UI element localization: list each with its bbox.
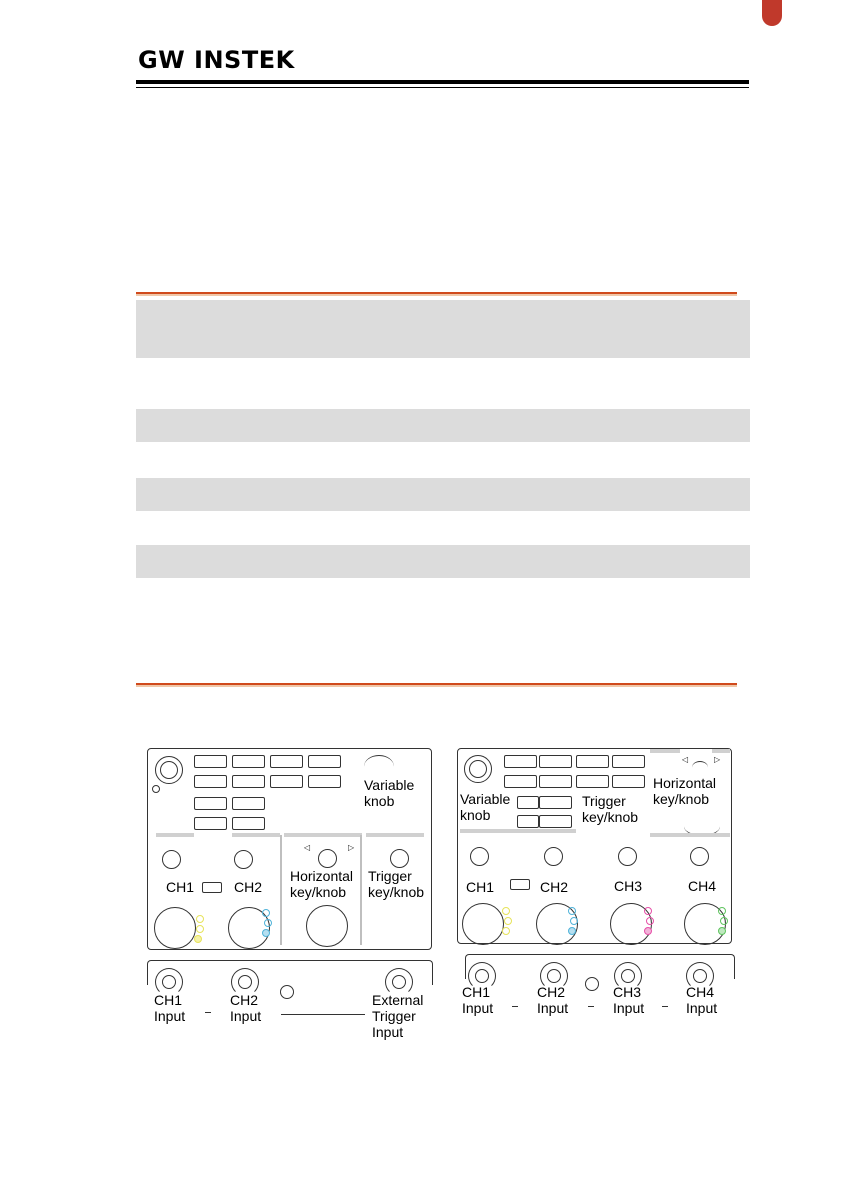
section-strip	[284, 833, 362, 837]
function-button[interactable]	[232, 755, 265, 768]
timebase-knob[interactable]	[306, 905, 348, 947]
front-panel-4ch	[457, 748, 732, 944]
section-divider-1	[136, 292, 737, 296]
table-row	[136, 300, 750, 358]
ch3-input-label: CH3 Input	[613, 984, 645, 1016]
separator	[205, 1012, 211, 1013]
function-button[interactable]	[539, 815, 572, 828]
ch1-volts-div-knob[interactable]	[154, 907, 196, 949]
ch2-label: CH2	[540, 879, 569, 895]
external-trigger-label: External Trigger Input	[372, 992, 424, 1040]
function-button[interactable]	[194, 755, 227, 768]
function-button[interactable]	[539, 775, 572, 788]
horizontal-label: Horizontal key/knob	[290, 868, 354, 900]
ch1-position-knob[interactable]	[470, 847, 489, 866]
ch2-led	[568, 907, 576, 915]
ch2-led	[264, 919, 272, 927]
ch1-input-label: CH1 Input	[462, 984, 494, 1016]
trigger-label: Trigger key/knob	[582, 793, 639, 825]
section-strip	[232, 833, 280, 837]
left-arrow-icon: ◁	[304, 843, 311, 852]
horizontal-position-knob[interactable]	[692, 761, 708, 774]
section-strip	[366, 833, 424, 837]
trigger-label: Trigger key/knob	[368, 868, 425, 900]
ch1-led	[502, 927, 510, 935]
function-button[interactable]	[504, 775, 537, 788]
ch2-position-knob[interactable]	[234, 850, 253, 869]
separator	[512, 1006, 518, 1007]
ch3-led	[646, 917, 654, 925]
ch2-label: CH2	[234, 879, 263, 895]
math-button[interactable]	[202, 882, 222, 893]
section-divider-2	[136, 683, 737, 687]
ch1-led	[502, 907, 510, 915]
section-strip	[650, 833, 730, 837]
ch4-led	[718, 927, 726, 935]
power-knob	[464, 755, 492, 783]
function-button[interactable]	[270, 775, 303, 788]
section-divider	[280, 835, 282, 945]
ch1-led	[194, 935, 202, 943]
horizontal-position-knob[interactable]	[318, 849, 337, 868]
ch2-position-knob[interactable]	[544, 847, 563, 866]
ch4-label: CH4	[688, 878, 717, 894]
ch1-led	[504, 917, 512, 925]
ch4-led	[720, 917, 728, 925]
ch2-led	[568, 927, 576, 935]
function-button[interactable]	[270, 755, 303, 768]
ch2-input-label: CH2 Input	[537, 984, 569, 1016]
function-button[interactable]	[504, 755, 537, 768]
ch3-led	[644, 907, 652, 915]
function-button[interactable]	[576, 755, 609, 768]
ch4-position-knob[interactable]	[690, 847, 709, 866]
section-strip	[650, 749, 680, 753]
section-strip	[460, 829, 576, 833]
ch4-led	[718, 907, 726, 915]
ch1-position-knob[interactable]	[162, 850, 181, 869]
table-row	[136, 478, 750, 511]
right-arrow-icon: ▷	[714, 755, 721, 764]
ch1-volts-div-knob[interactable]	[462, 903, 504, 945]
function-button[interactable]	[308, 775, 341, 788]
function-button[interactable]	[539, 796, 572, 809]
function-button[interactable]	[194, 797, 227, 810]
math-button[interactable]	[510, 879, 530, 890]
variable-knob-label: Variable knob	[460, 791, 511, 823]
indicator-icon	[152, 785, 160, 793]
ch1-label: CH1	[166, 879, 195, 895]
separator-line	[281, 1014, 365, 1015]
ch1-label: CH1	[466, 879, 495, 895]
front-panel-2ch	[147, 748, 432, 950]
ch3-led	[644, 927, 652, 935]
function-button[interactable]	[232, 817, 265, 830]
function-button[interactable]	[308, 755, 341, 768]
table-row	[136, 545, 750, 578]
function-button[interactable]	[232, 797, 265, 810]
page-tab-marker	[762, 0, 782, 26]
ch1-led	[196, 925, 204, 933]
separator	[662, 1006, 668, 1007]
variable-knob-label: Variable knob	[364, 777, 415, 809]
ch3-position-knob[interactable]	[618, 847, 637, 866]
function-button[interactable]	[576, 775, 609, 788]
brand-logo: GW INSTEK	[138, 46, 295, 74]
ch1-input-label: CH1 Input	[154, 992, 186, 1024]
ch2-led	[262, 909, 270, 917]
function-button[interactable]	[194, 775, 227, 788]
function-button[interactable]	[517, 796, 539, 809]
section-divider	[360, 835, 362, 945]
power-knob	[155, 756, 183, 784]
function-button[interactable]	[194, 817, 227, 830]
table-row	[136, 409, 750, 442]
function-button[interactable]	[517, 815, 539, 828]
ch1-led	[196, 915, 204, 923]
function-button[interactable]	[539, 755, 572, 768]
ch2-led	[570, 917, 578, 925]
header-rule	[136, 80, 749, 84]
separator	[588, 1006, 594, 1007]
function-button[interactable]	[232, 775, 265, 788]
section-strip	[156, 833, 194, 837]
function-button[interactable]	[612, 775, 645, 788]
ch3-label: CH3	[614, 878, 643, 894]
horizontal-label: Horizontal key/knob	[653, 775, 717, 807]
ch2-led	[262, 929, 270, 937]
ch2-input-label: CH2 Input	[230, 992, 262, 1024]
ground-terminal-icon	[280, 985, 294, 999]
section-strip	[712, 749, 730, 753]
left-arrow-icon: ◁	[682, 755, 689, 764]
variable-knob-icon[interactable]	[364, 755, 394, 778]
header-rule-thin	[136, 87, 749, 88]
ch4-input-label: CH4 Input	[686, 984, 718, 1016]
ground-terminal-icon	[585, 977, 599, 991]
trigger-level-knob[interactable]	[390, 849, 409, 868]
right-arrow-icon: ▷	[348, 843, 355, 852]
function-button[interactable]	[612, 755, 645, 768]
